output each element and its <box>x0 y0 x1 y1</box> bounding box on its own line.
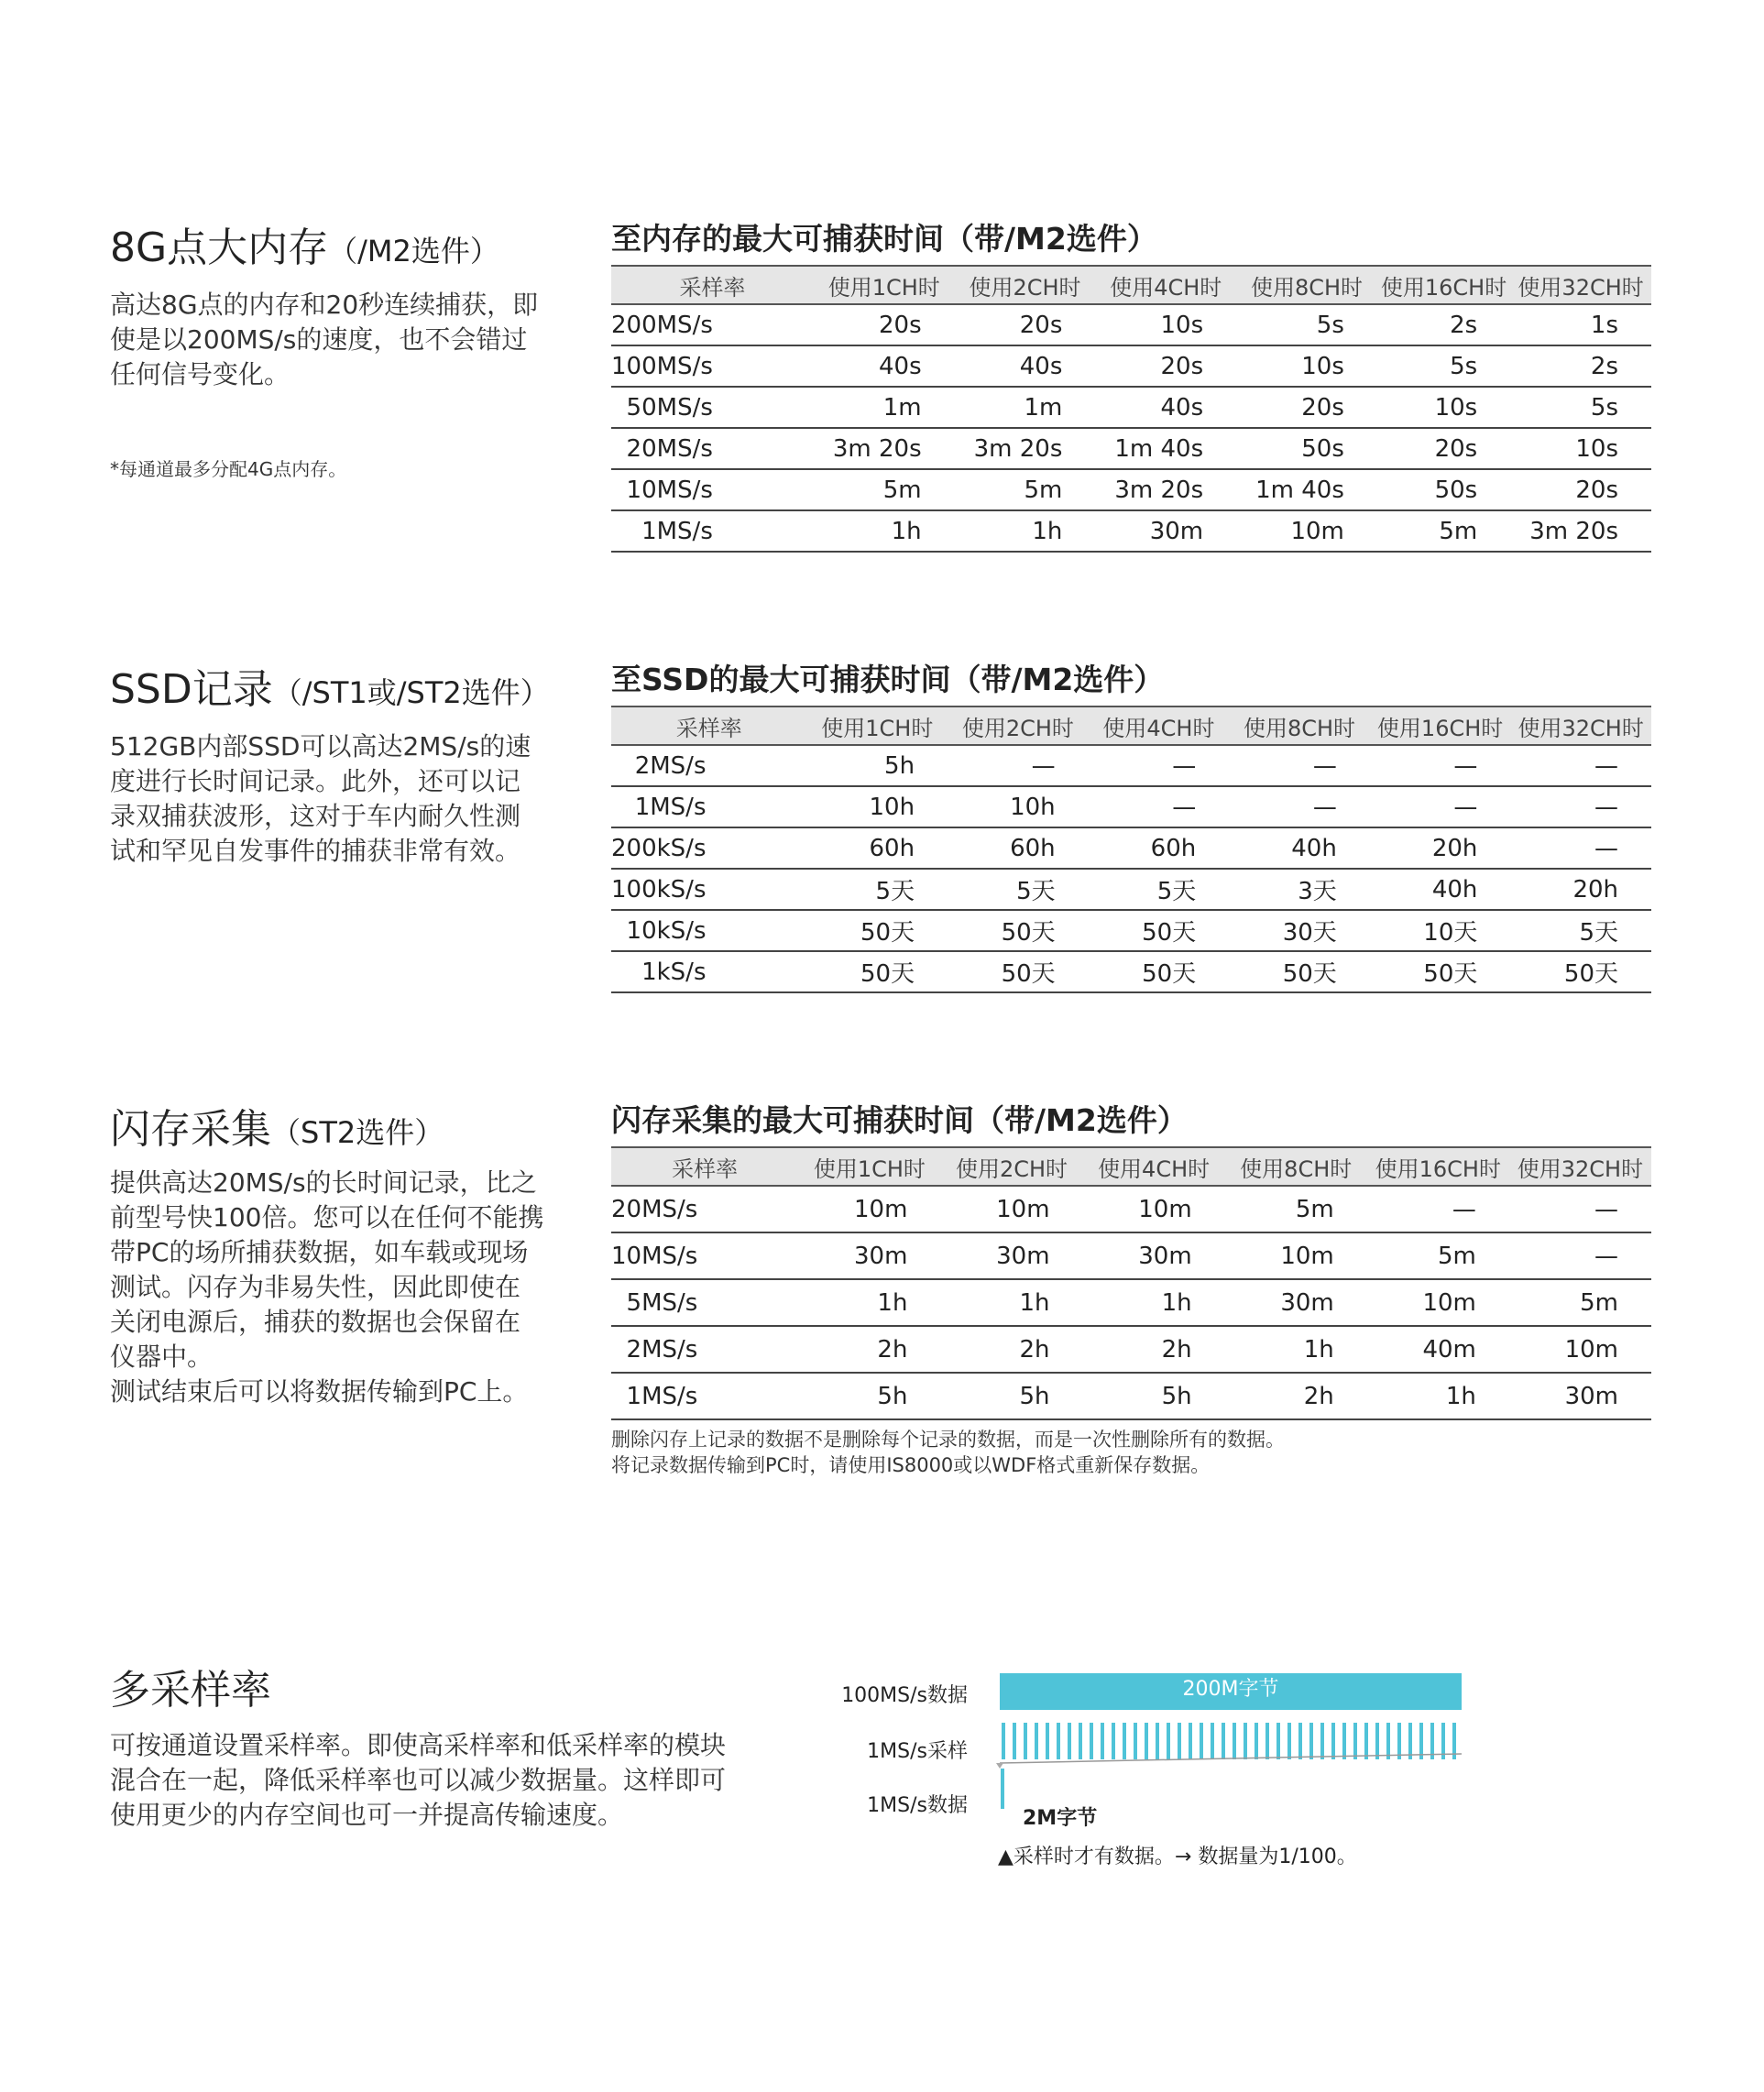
table-cell: 20s <box>1377 428 1510 469</box>
triangle-icon: ▲ <box>998 1846 1013 1868</box>
table-cell: 40h <box>1229 827 1370 869</box>
table-cell: 10MS/s <box>611 1232 798 1279</box>
table-cell: 50s <box>1236 428 1377 469</box>
table-cell: 10m <box>1225 1232 1367 1279</box>
caption-text: 采样时才有数据。→ 数据量为1/100。 <box>1013 1846 1357 1868</box>
table-cell: 30m <box>1509 1373 1651 1419</box>
table-cell: 5h <box>940 1373 1082 1419</box>
table-cell: 3m 20s <box>955 428 1096 469</box>
sample-stripe <box>1276 1723 1280 1759</box>
table-cell: 10m <box>1083 1186 1225 1232</box>
table-cell: 5m <box>1509 1279 1651 1326</box>
table-cell: — <box>1089 786 1230 827</box>
sample-stripe <box>1222 1723 1225 1759</box>
table-cell: 1h <box>1083 1279 1225 1326</box>
table-note: 将记录数据传输到PC时，请使用IS8000或以WDF格式重新保存数据。 <box>611 1454 1211 1476</box>
table-cell: 200kS/s <box>611 827 807 869</box>
table-cell: — <box>1229 745 1370 786</box>
sample-stripe <box>1255 1723 1258 1759</box>
label-100ms-data: 100MS/s数据 <box>841 1684 968 1707</box>
table-cell: 50天 <box>1089 951 1230 992</box>
table-cell: 1s <box>1510 304 1651 345</box>
table-cell: — <box>1370 745 1511 786</box>
section-title-sub: （/ST1或/ST2选件） <box>272 675 550 710</box>
table-cell: 30m <box>940 1232 1082 1279</box>
header-cell: 使用32CH时 <box>1509 1147 1651 1186</box>
table-cell: 50天 <box>948 951 1089 992</box>
table-cell: 2MS/s <box>611 1326 798 1373</box>
table-cell: 200MS/s <box>611 304 814 345</box>
sample-stripe <box>1101 1723 1104 1759</box>
table-cell: 10s <box>1095 304 1236 345</box>
sample-stripe <box>1244 1723 1247 1759</box>
table-cell: 50天 <box>1370 951 1511 992</box>
table-cell: 10m <box>940 1186 1082 1232</box>
table-cell: 50天 <box>1089 910 1230 951</box>
table-cell: 3m 20s <box>814 428 955 469</box>
table-cell: 20s <box>1236 387 1377 428</box>
sample-stripe <box>1035 1723 1038 1759</box>
table-cell: — <box>1510 745 1651 786</box>
table-cell: 1m 40s <box>1236 469 1377 510</box>
header-cell: 使用32CH时 <box>1510 706 1651 745</box>
header-cell: 使用16CH时 <box>1367 1147 1509 1186</box>
header-cell: 使用8CH时 <box>1229 706 1370 745</box>
sample-stripe <box>1156 1723 1159 1759</box>
table-cell: 5天 <box>948 869 1089 910</box>
table-cell: 20MS/s <box>611 428 814 469</box>
sample-stripe <box>1265 1723 1269 1759</box>
table-cell: 5天 <box>1510 910 1651 951</box>
diagram-caption <box>998 1841 1357 1869</box>
table-cell: 2s <box>1377 304 1510 345</box>
section-title-sub: （/M2选件） <box>328 234 499 268</box>
table-cell: 10m <box>1236 510 1377 552</box>
flash-table-notes <box>611 1427 1285 1478</box>
table-cell: 50天 <box>1229 951 1370 992</box>
sample-stripe <box>1112 1723 1115 1759</box>
table-cell: 50天 <box>1510 951 1651 992</box>
table-cell: 5MS/s <box>611 1279 798 1326</box>
table-cell: — <box>1509 1186 1651 1232</box>
sample-stripe <box>1013 1723 1016 1759</box>
table-cell: 3m 20s <box>1510 510 1651 552</box>
section-title-text: 8G点大内存 <box>110 225 329 271</box>
sample-stripe <box>1024 1723 1027 1759</box>
table-cell: 5h <box>798 1373 940 1419</box>
table-cell: 1MS/s <box>611 510 814 552</box>
table-row <box>611 1232 1651 1279</box>
section-description-flash: 提供高达20MS/s的长时间记录，比之 前型号快100倍。您可以在任何不能携 带PC的场所捕获数据，如车载或现场 测试。闪存为非易失性，因此即使在 关闭电源后，捕获的数据也会保留在 仪器中。 测试结束后可以将数据传输到PC上。 <box>110 1167 544 1407</box>
table-cell: 1m 40s <box>1095 428 1236 469</box>
header-cell: 使用2CH时 <box>940 1147 1082 1186</box>
table-cell: 10天 <box>1370 910 1511 951</box>
sample-stripe <box>1189 1723 1192 1759</box>
table-row <box>611 469 1651 510</box>
table-cell: 10m <box>1509 1326 1651 1373</box>
table-cell: 5天 <box>807 869 948 910</box>
header-cell: 使用16CH时 <box>1370 706 1511 745</box>
table-row <box>611 428 1651 469</box>
table-cell: 5m <box>814 469 955 510</box>
sample-stripe <box>1167 1723 1170 1759</box>
table-cell: 30m <box>1225 1279 1367 1326</box>
sample-stripe <box>1200 1723 1203 1759</box>
table-cell: 5s <box>1236 304 1377 345</box>
section-description-ssd: 512GB内部SSD可以高达2MS/s的速 度进行长时间记录。此外，还可以记 录双捕获波形，这对于车内耐久性测 试和罕见自发事件的捕获非常有效。 <box>110 731 531 866</box>
sample-stripe <box>1178 1723 1181 1759</box>
table-cell: 60h <box>948 827 1089 869</box>
table-row <box>611 1279 1651 1326</box>
header-cell: 使用32CH时 <box>1510 266 1651 304</box>
sample-stripe <box>1046 1723 1049 1759</box>
table-cell: 30天 <box>1229 910 1370 951</box>
table-cell: 1h <box>814 510 955 552</box>
table-row <box>611 869 1651 910</box>
table-cell: 5s <box>1510 387 1651 428</box>
table-cell: 30m <box>1083 1232 1225 1279</box>
sample-stripes <box>1002 1723 1456 1759</box>
table-cell: 10kS/s <box>611 910 807 951</box>
sample-stripe <box>1386 1723 1390 1759</box>
table-cell: 20s <box>814 304 955 345</box>
table-row <box>611 387 1651 428</box>
table-cell: 50MS/s <box>611 387 814 428</box>
sample-stripe <box>1123 1723 1126 1759</box>
label-1ms-data: 1MS/s数据 <box>867 1794 968 1817</box>
table-row <box>611 745 1651 786</box>
table-cell: 10h <box>807 786 948 827</box>
reduction-arrow <box>996 1763 1003 1769</box>
table-cell: 30m <box>1095 510 1236 552</box>
header-cell: 使用8CH时 <box>1225 1147 1367 1186</box>
table-cell: 50天 <box>807 951 948 992</box>
table-row <box>611 1326 1651 1373</box>
table-cell: 40h <box>1370 869 1511 910</box>
table-cell: — <box>1229 786 1370 827</box>
table-cell: 5h <box>807 745 948 786</box>
small-data-bar <box>1001 1769 1004 1809</box>
table-cell: 1m <box>814 387 955 428</box>
table-row <box>611 951 1651 992</box>
table-cell: 20MS/s <box>611 1186 798 1232</box>
section-description-memory: 高达8G点的内存和20秒连续捕获，即 使是以200MS/s的速度，也不会错过 任何信号变化。 <box>110 290 539 389</box>
table-cell: 60h <box>1089 827 1230 869</box>
table-cell: 2h <box>1225 1373 1367 1419</box>
table-cell: 3m 20s <box>1095 469 1236 510</box>
sample-stripe <box>1331 1723 1335 1759</box>
table-cell: 10s <box>1377 387 1510 428</box>
sample-stripe <box>1145 1723 1148 1759</box>
section-title-text: SSD记录 <box>110 666 273 713</box>
table-cell: 20s <box>1095 345 1236 387</box>
table-cell: 100kS/s <box>611 869 807 910</box>
header-cell: 采样率 <box>611 706 807 745</box>
table-cell: 2h <box>798 1326 940 1373</box>
table-row <box>611 1186 1651 1232</box>
table-cell: 10h <box>948 786 1089 827</box>
sample-stripe <box>1002 1723 1005 1759</box>
section-title-text: 多采样率 <box>110 1667 271 1714</box>
table-cell: 1h <box>955 510 1096 552</box>
table-cell: — <box>1089 745 1230 786</box>
table-header-row <box>611 1147 1651 1186</box>
flash-capture-table <box>611 1146 1651 1420</box>
table-cell: — <box>1370 786 1511 827</box>
header-cell: 使用1CH时 <box>814 266 955 304</box>
section-title-memory <box>110 214 499 273</box>
table-cell: 10s <box>1510 428 1651 469</box>
table-row <box>611 304 1651 345</box>
table-row <box>611 345 1651 387</box>
table-cell: — <box>948 745 1089 786</box>
header-cell: 使用4CH时 <box>1095 266 1236 304</box>
header-cell: 使用1CH时 <box>798 1147 940 1186</box>
header-cell: 使用2CH时 <box>955 266 1096 304</box>
sample-stripe <box>1298 1723 1302 1759</box>
table-cell: 2s <box>1510 345 1651 387</box>
sample-stripe <box>1353 1723 1357 1759</box>
table-header-row <box>611 266 1651 304</box>
table-cell: 1m <box>955 387 1096 428</box>
sample-stripe <box>1090 1723 1093 1759</box>
table-cell: 30m <box>798 1232 940 1279</box>
sample-stripe <box>1320 1723 1324 1759</box>
table-cell: 40m <box>1367 1326 1509 1373</box>
table-cell: 5天 <box>1089 869 1230 910</box>
table-cell: 5m <box>1377 510 1510 552</box>
table-cell: 20s <box>955 304 1096 345</box>
header-cell: 采样率 <box>611 266 814 304</box>
table-cell: 40s <box>955 345 1096 387</box>
data-bar-200m <box>1000 1673 1462 1710</box>
table-cell: — <box>1367 1186 1509 1232</box>
table-cell: 40s <box>1095 387 1236 428</box>
table-cell: 1h <box>940 1279 1082 1326</box>
section-title-multirate <box>110 1657 271 1715</box>
header-cell: 采样率 <box>611 1147 798 1186</box>
memory-footnote: *每通道最多分配4G点内存。 <box>110 458 347 480</box>
sample-stripe <box>1079 1723 1082 1759</box>
sample-stripe <box>1309 1723 1313 1759</box>
sample-stripe <box>1287 1723 1291 1759</box>
label-1ms-sample: 1MS/s采样 <box>867 1740 968 1763</box>
table-row <box>611 786 1651 827</box>
bar-text: 200M字节 <box>1182 1678 1279 1701</box>
table-cell: 50s <box>1377 469 1510 510</box>
table-cell: 5m <box>955 469 1096 510</box>
sample-stripe <box>1134 1723 1137 1759</box>
table-cell: 20s <box>1510 469 1651 510</box>
table-cell: 5m <box>1367 1232 1509 1279</box>
table-cell: — <box>1509 1232 1651 1279</box>
table-cell: 5m <box>1225 1186 1367 1232</box>
section-title-text: 闪存采集 <box>110 1106 271 1153</box>
table-cell: 1kS/s <box>611 951 807 992</box>
sample-stripe <box>1057 1723 1060 1759</box>
table-row <box>611 510 1651 552</box>
table-cell: 10MS/s <box>611 469 814 510</box>
table-cell: 10m <box>1367 1279 1509 1326</box>
sample-stripe <box>1397 1723 1401 1759</box>
table-cell: 50天 <box>948 910 1089 951</box>
header-cell: 使用4CH时 <box>1089 706 1230 745</box>
table-cell: 10m <box>798 1186 940 1232</box>
table-title-memory: 至内存的最大可捕获时间（带/M2选件） <box>611 221 1157 257</box>
sample-stripe <box>1375 1723 1379 1759</box>
table-cell: 1h <box>1367 1373 1509 1419</box>
section-description-multirate: 可按通道设置采样率。即使高采样率和低采样率的模块 混合在一起，降低采样率也可以减少数据量。这样即可 使用更少的内存空间也可一并提高传输速度。 <box>110 1730 727 1830</box>
header-cell: 使用16CH时 <box>1377 266 1510 304</box>
table-cell: 1MS/s <box>611 1373 798 1419</box>
table-header-row <box>611 706 1651 745</box>
sample-stripe <box>1211 1723 1214 1759</box>
section-title-flash <box>110 1096 444 1155</box>
table-row <box>611 1373 1651 1419</box>
table-cell: 60h <box>807 827 948 869</box>
table-cell: — <box>1510 827 1651 869</box>
section-title-sub: （ST2选件） <box>271 1115 444 1150</box>
table-cell: — <box>1510 786 1651 827</box>
table-cell: 2h <box>940 1326 1082 1373</box>
sample-stripe <box>1419 1723 1423 1759</box>
sample-stripe <box>1408 1723 1412 1759</box>
table-title-flash: 闪存采集的最大可捕获时间（带/M2选件） <box>611 1102 1188 1138</box>
table-cell: 3天 <box>1229 869 1370 910</box>
section-title-ssd <box>110 656 550 715</box>
table-cell: 1h <box>1225 1326 1367 1373</box>
ssd-capture-table <box>611 706 1651 993</box>
table-cell: 1MS/s <box>611 786 807 827</box>
table-cell: 5s <box>1377 345 1510 387</box>
table-cell: 10s <box>1236 345 1377 387</box>
sample-stripe <box>1364 1723 1368 1759</box>
table-cell: 50天 <box>807 910 948 951</box>
table-row <box>611 910 1651 951</box>
memory-capture-table <box>611 265 1651 553</box>
table-title-ssd: 至SSD的最大可捕获时间（带/M2选件） <box>611 662 1165 697</box>
table-cell: 5h <box>1083 1373 1225 1419</box>
table-cell: 20h <box>1510 869 1651 910</box>
table-row <box>611 827 1651 869</box>
table-note: 删除闪存上记录的数据不是删除每个记录的数据，而是一次性删除所有的数据。 <box>611 1429 1285 1451</box>
header-cell: 使用2CH时 <box>948 706 1089 745</box>
table-cell: 40s <box>814 345 955 387</box>
header-cell: 使用4CH时 <box>1083 1147 1225 1186</box>
table-cell: 2MS/s <box>611 745 807 786</box>
header-cell: 使用8CH时 <box>1236 266 1377 304</box>
small-data-text: 2M字节 <box>1023 1807 1098 1830</box>
table-cell: 100MS/s <box>611 345 814 387</box>
sample-stripe <box>1342 1723 1346 1759</box>
table-cell: 20h <box>1370 827 1511 869</box>
table-cell: 2h <box>1083 1326 1225 1373</box>
header-cell: 使用1CH时 <box>807 706 948 745</box>
sample-stripe <box>1068 1723 1071 1759</box>
table-cell: 1h <box>798 1279 940 1326</box>
sample-stripe <box>1233 1723 1236 1759</box>
